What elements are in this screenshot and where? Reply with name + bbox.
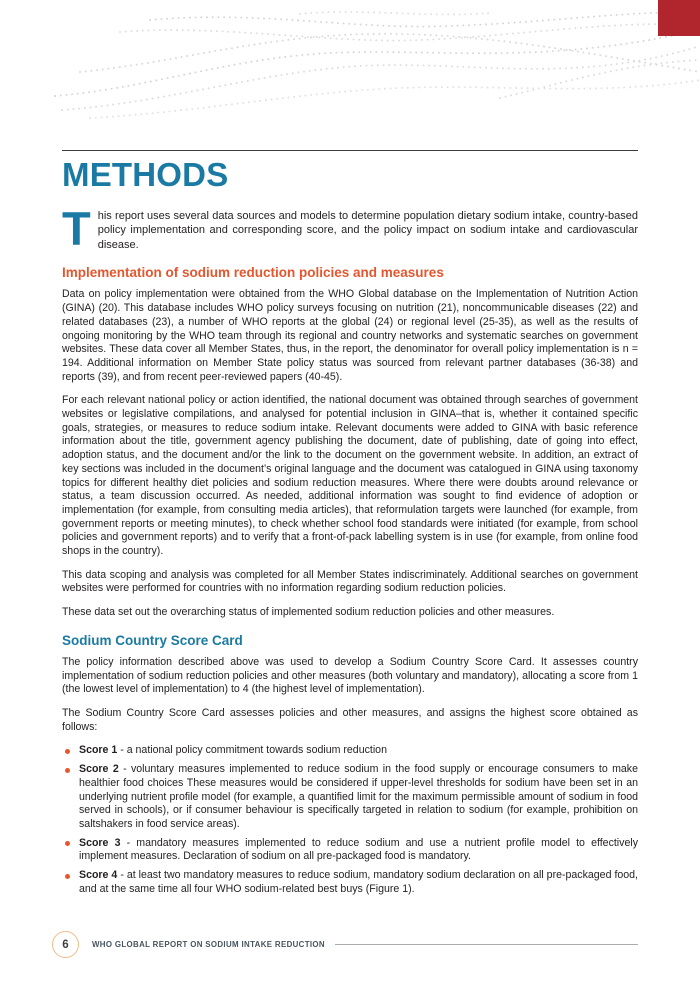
- score-text: - mandatory measures implemented to reduce sodium and use a nutrient profile model to effectively implement measures. Declaration of sodium on all pre-packaged food is mandatory.: [79, 836, 638, 863]
- paragraph: The Sodium Country Score Card assesses policies and other measures, and assigns the highest score obtained as follows:: [62, 707, 638, 733]
- bullet-icon: [65, 874, 70, 879]
- section-heading-implementation: Implementation of sodium reduction policies and measures: [62, 265, 444, 281]
- score-list: [62, 744, 638, 896]
- decorative-dots-pattern: [0, 0, 700, 130]
- paragraph: For each relevant national policy or action identified, the national document was obtained through searches of government websites or legislative compilations, and analysed for potential inclusion in GINA–that is, whether it contained specific goals, strategies, or measures to reduce sodium intake. Relevant documents were added to GINA with basic reference information about the title, government agency publishing the document, date of publishing, date of going into effect, adoption status, and the document and/or the link to the document on the government website. In addition, an extract of key sections was included in the document’s original language and the document was catalogued in GINA using taxonomy topics for different healthy diet policies and sodium reduction measures. Where there were doubts around relevance or status, a team discussion occurred. As needed, additional information was sought to find evidence of adoption or implementation (for example, from consulting media articles), that reformulation targets were launched (for example, from government reports or meeting minutes), to check whether school food standards were initiated (for example, from school policies and government reports) and to verify that a front-of-pack labelling system is in use (for example, from online food shops in the country).: [62, 394, 638, 558]
- score-text: - at least two mandatory measures to reduce sodium, mandatory sodium declaration on all pre-packaged food, and at the same time all four WHO sodium-related best buys (Figure 1).: [79, 869, 639, 895]
- score-label: Score 2: [79, 763, 119, 776]
- header-rule: [62, 150, 638, 151]
- score-label: Score 3: [79, 836, 121, 849]
- list-item: [62, 869, 638, 896]
- paragraph: Data on policy implementation were obtained from the WHO Global database on the Implementation of Nutrition Action (GINA) (20). This database includes WHO policy surveys focusing on nutrition (21), noncommunicable diseases (22) and related databases (23), a number of WHO reports at the global (24) or regional level (25-35), as well as the results of ongoing monitoring by the WHO team through its regional and country networks and systematic searches on government websites. These data cover all Member States, thus, in the report, the denominator for overall policy implementation is n = 194. Additional information on Member State policy status was sourced from relevant partner databases (36-38) and reports (39), and from recent peer-reviewed papers (40-45).: [62, 288, 638, 383]
- footer-rule: [335, 944, 638, 945]
- paragraph: These data set out the overarching status of implemented sodium reduction policies and other measures.: [62, 606, 555, 619]
- drop-cap: T: [62, 201, 91, 255]
- page-footer: [52, 931, 638, 958]
- intro-paragraph: [62, 201, 638, 255]
- score-label: Score 1: [79, 744, 118, 757]
- bullet-icon: [65, 749, 70, 754]
- list-item: [62, 744, 638, 758]
- page-content: [62, 150, 638, 901]
- page-number-badge: 6: [52, 931, 79, 958]
- bullet-icon: [65, 841, 70, 846]
- list-item: [62, 763, 638, 832]
- score-label: Score 4: [79, 869, 118, 882]
- paragraph: This data scoping and analysis was completed for all Member States indiscriminately. Additional searches on government websites were performed for countries with no information regarding sodium reduction policies.: [62, 568, 638, 595]
- intro-text: his report uses several data sources and models to determine population dietary sodium intake, country-based policy implementation and corresponding score, and the policy impact on sodium intake and cardiovascular disease.: [97, 209, 638, 251]
- corner-accent: [658, 0, 700, 36]
- footer-running-title: WHO GLOBAL REPORT ON SODIUM INTAKE REDUCTION: [92, 940, 325, 949]
- bullet-icon: [65, 768, 70, 773]
- paragraph: The policy information described above was used to develop a Sodium Country Score Card. It assesses country implementation of sodium reduction policies and other measures (both voluntary and mandatory), allocating a score from 1 (the lowest level of implementation) to 4 (the highest level of implementation).: [62, 655, 638, 696]
- section-heading-score-card: Sodium Country Score Card: [62, 632, 243, 648]
- score-text: - a national policy commitment towards sodium reduction: [120, 744, 387, 757]
- page-title: METHODS: [62, 156, 229, 193]
- score-text: - voluntary measures implemented to reduce sodium in the food supply or encourage consumers to make healthier food choices These measures would be considered if upper-level thresholds for sodium have been set in an underlying nutrient profile model (for example, a quantified limit for the maximum permissible amount of sodium in food served in schools), or if consumer behaviour is specifically targeted in relation to sodium (for example, prohibition on saltshakers in food service areas).: [79, 763, 638, 830]
- list-item: [62, 837, 638, 864]
